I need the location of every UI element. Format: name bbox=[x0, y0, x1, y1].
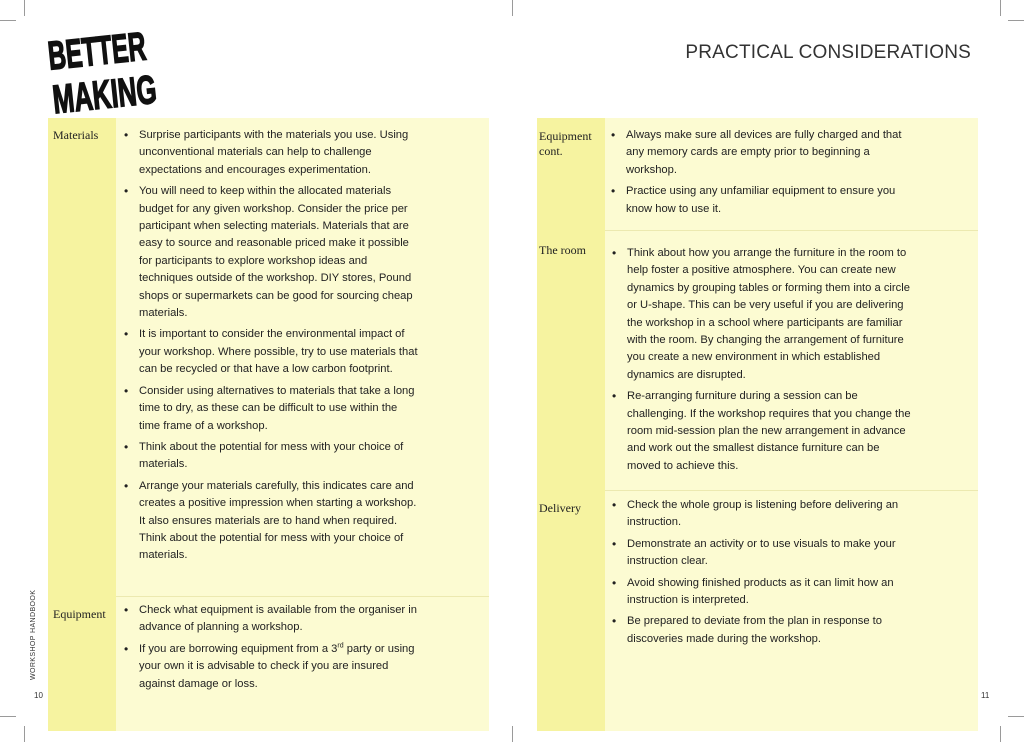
list-item: • Check what equipment is available from the organiser in advance of planning a workshop. bbox=[124, 602, 420, 637]
section-label-equipment-cont: Equipment cont. bbox=[539, 129, 592, 158]
equipment-cont-list bbox=[611, 127, 907, 222]
logo-line-1: BETTER bbox=[46, 18, 210, 79]
running-title: WORKSHOP HANDBOOK bbox=[30, 589, 37, 680]
section-label-the-room: The room bbox=[539, 243, 586, 257]
materials-list bbox=[124, 127, 420, 569]
equipment-item-text: If you are borrowing equipment from a 3 bbox=[139, 642, 338, 655]
list-item: • Surprise participants with the materials you use. Using unconventional materials can help to challenge expectations and encourages experimentation. bbox=[124, 127, 420, 179]
crop-mark bbox=[24, 0, 25, 16]
list-item: • Re-arranging furniture during a session can be challenging. If the workshop requires that you change the room mid-session plan the new arrangement in advance and work out the smallest distance furniture can be moved to achieve this. bbox=[612, 388, 916, 475]
equipment-item-text: party or using your own it is advisable to check if you are insured against damage or loss. bbox=[139, 642, 415, 690]
list-item: • Think about how you arrange the furniture in the room to help foster a positive atmosphere. You can create new dynamics by grouping tables or forming them into a circle or U-shape. This can be very useful if you are delivering the workshop in a school where participants are familiar with the room. By changing the arrangement of furniture you create a new environment in which established dynamics are disrupted. bbox=[612, 245, 916, 384]
equipment-list bbox=[124, 602, 420, 697]
section-label-delivery: Delivery bbox=[539, 501, 581, 515]
list-item: • You will need to keep within the allocated materials budget for any given workshop. Consider the price per participant when selecting materials. Materials that are easy to source and reasonable priced make it possible for participants to explore workshop ideas and techniques outside of the workshop. DIY stores, Pound shops or supermarkets can be good for sourcing cheap materials. bbox=[124, 183, 420, 322]
list-item: • Practice using any unfamiliar equipment to ensure you know how to use it. bbox=[611, 183, 907, 218]
page-number-left: 10 bbox=[34, 691, 43, 700]
crop-mark bbox=[0, 20, 16, 21]
section-divider bbox=[605, 230, 978, 231]
crop-mark bbox=[1008, 716, 1024, 717]
crop-mark bbox=[512, 0, 513, 16]
section-label-equipment: Equipment bbox=[53, 607, 106, 621]
section-label-materials: Materials bbox=[53, 128, 99, 142]
list-item: • It is important to consider the environmental impact of your workshop. Where possible, try to use materials that can be recycled or that have a low carbon footprint. bbox=[124, 326, 420, 378]
list-item: • Be prepared to deviate from the plan in response to discoveries made during the workshop. bbox=[612, 613, 912, 648]
section-divider bbox=[605, 490, 978, 491]
the-room-list bbox=[612, 245, 916, 479]
crop-mark bbox=[24, 726, 25, 742]
delivery-list bbox=[612, 497, 912, 652]
ordinal-suffix: rd bbox=[337, 642, 344, 650]
crop-mark bbox=[0, 716, 16, 717]
list-item: • Demonstrate an activity or to use visuals to make your instruction clear. bbox=[612, 536, 912, 571]
logo-line-2: MAKING bbox=[50, 61, 217, 123]
better-making-logo bbox=[44, 18, 217, 123]
crop-mark bbox=[512, 726, 513, 742]
left-label-column bbox=[48, 118, 116, 731]
list-item: • Always make sure all devices are fully charged and that any memory cards are empty prior to beginning a workshop. bbox=[611, 127, 907, 179]
page-title: PRACTICAL CONSIDERATIONS bbox=[685, 42, 971, 63]
list-item: • Arrange your materials carefully, this indicates care and creates a positive impression when starting a workshop. It also ensures materials are to hand when required. Think about the potential for mess with your choice of materials. bbox=[124, 478, 420, 565]
list-item: • Avoid showing finished products as it can limit how an instruction is interpreted. bbox=[612, 575, 912, 610]
section-divider bbox=[116, 596, 489, 597]
list-item: • Check the whole group is listening before delivering an instruction. bbox=[612, 497, 912, 532]
list-item bbox=[124, 641, 420, 693]
list-item: • Think about the potential for mess with your choice of materials. bbox=[124, 439, 420, 474]
crop-mark bbox=[1000, 0, 1001, 16]
list-item: • Consider using alternatives to materials that take a long time to dry, as these can be difficult to use within the time frame of a workshop. bbox=[124, 383, 420, 435]
right-label-column bbox=[537, 118, 605, 731]
crop-mark bbox=[1008, 20, 1024, 21]
crop-mark bbox=[1000, 726, 1001, 742]
page-number-right: 11 bbox=[981, 691, 990, 700]
